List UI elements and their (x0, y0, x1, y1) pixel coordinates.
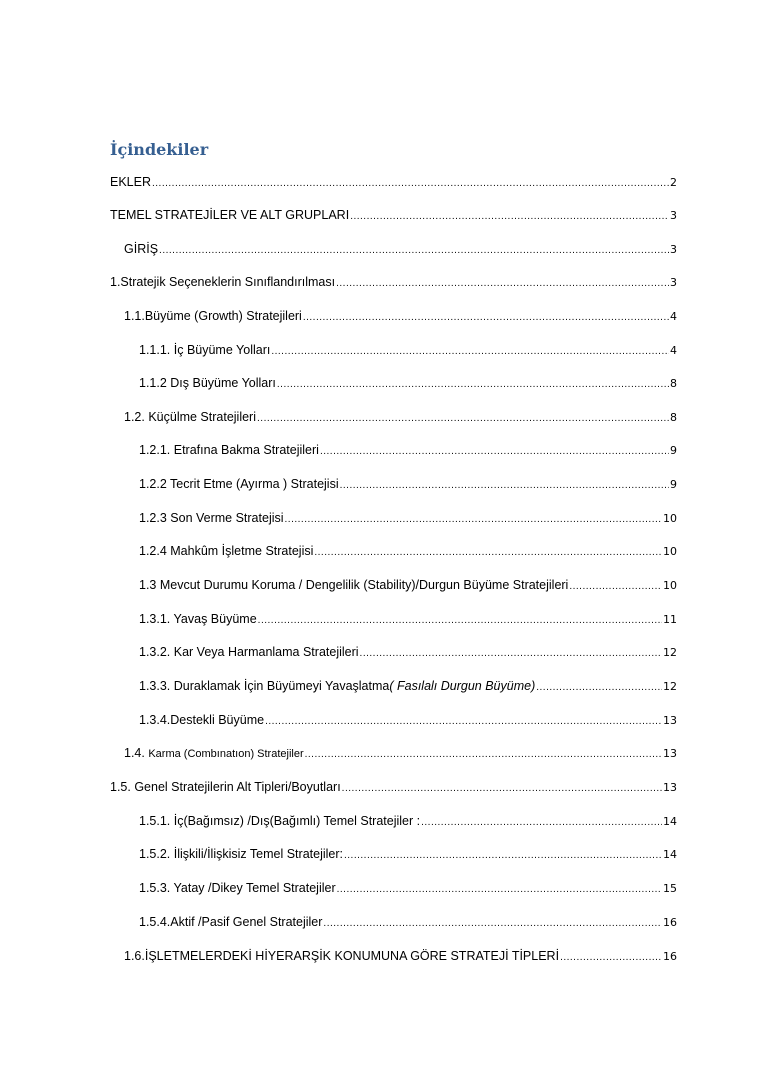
toc-entry-label-number: 1.4. (124, 746, 145, 760)
toc-entry-1-5-4[interactable] (139, 914, 677, 930)
toc-entry-1-3-1[interactable] (139, 611, 677, 627)
toc-entry-label: 1.1.Büyüme (Growth) Stratejileri (124, 309, 302, 323)
dot-leader (320, 446, 669, 458)
dot-leader (421, 817, 662, 829)
toc-entry-label: 1.6.İŞLETMELERDEKİ HİYERARŞİK KONUMUNA GÖRE STRATEJİ TİPLERİ (124, 949, 560, 963)
dot-leader (350, 211, 669, 223)
toc-entry-1-1-2[interactable] (139, 375, 677, 391)
toc-entry-page: 4 (670, 310, 677, 323)
toc-entry-1-5-1[interactable] (139, 813, 677, 829)
dot-leader (159, 245, 669, 257)
toc-entry-1-4[interactable] (124, 745, 677, 761)
toc-entry-label: 1.5. Genel Stratejilerin Alt Tipleri/Boyutları (110, 780, 341, 794)
toc-entry-page: 10 (663, 579, 677, 592)
toc-entry-page: 3 (670, 276, 677, 289)
toc-entry-page: 2 (670, 176, 677, 189)
toc-entry-label: 1.2.4 Mahkûm İşletme Stratejisi (139, 544, 314, 558)
toc-entry-1-5-2[interactable] (139, 846, 677, 862)
toc-entry-label: 1.5.2. İlişkili/İlişkisiz Temel Stratejiler: (139, 847, 343, 861)
toc-entry-1-2-1[interactable] (139, 442, 677, 458)
toc-entry-page: 12 (663, 646, 677, 659)
toc-entry-page: 13 (663, 781, 677, 794)
toc-entry-page: 9 (670, 478, 677, 491)
toc-entry-page: 15 (663, 882, 677, 895)
toc-entry-1-3-2[interactable] (139, 644, 677, 660)
toc-entry-1[interactable] (110, 274, 677, 290)
toc-entry-1-3-3[interactable] (139, 678, 677, 694)
dot-leader (536, 682, 662, 694)
toc-entry-label-main: 1.3.3. Duraklamak İçin Büyümeyi Yavaşlatma (139, 679, 390, 693)
toc-entry-label: TEMEL STRATEJİLER VE ALT GRUPLARI (110, 208, 350, 222)
dot-leader (340, 480, 669, 492)
toc-entry-label: 1.Stratejik Seçeneklerin Sınıflandırılması (110, 275, 336, 289)
toc-entry-label: 1.3 Mevcut Durumu Koruma / Dengelilik (Stability)/Durgun Büyüme Stratejileri (139, 578, 569, 592)
dot-leader (257, 413, 669, 425)
toc-entry-1-2-3[interactable] (139, 510, 677, 526)
toc-entry-page: 8 (670, 377, 677, 390)
toc-entry-1-1[interactable] (124, 308, 677, 324)
toc-entry-page: 4 (670, 344, 677, 357)
toc-entry-label-italic: ( Fasılalı Durgun Büyüme) (389, 679, 536, 693)
toc-entry-label: 1.2. Küçülme Stratejileri (124, 410, 257, 424)
toc-entry-page: 10 (663, 545, 677, 558)
toc-entry-page: 16 (663, 950, 677, 963)
toc-entry-page: 14 (663, 848, 677, 861)
toc-entry-label: 1.3.1. Yavaş Büyüme (139, 612, 257, 626)
dot-leader (323, 918, 662, 930)
dot-leader (336, 278, 669, 290)
toc-entry-page: 13 (663, 714, 677, 727)
toc-entry-page: 8 (670, 411, 677, 424)
toc-entry-1-2[interactable] (124, 409, 677, 425)
dot-leader (360, 648, 662, 660)
toc-entry-1-3[interactable] (139, 577, 677, 593)
toc-entry-label: 1.3.2. Kar Veya Harmanlama Stratejileri (139, 645, 359, 659)
toc-entry-1-3-4[interactable] (139, 712, 677, 728)
toc-entry-label: 1.2.2 Tecrit Etme (Ayırma ) Stratejisi (139, 477, 339, 491)
toc-entry-label (124, 745, 304, 762)
toc-entry-label: 1.5.4.Aktif /Pasif Genel Stratejiler (139, 915, 323, 929)
toc-entry-page: 10 (663, 512, 677, 525)
dot-leader (258, 615, 662, 627)
toc-entry-label (139, 678, 535, 694)
dot-leader (303, 312, 669, 324)
toc-entry-1-2-4[interactable] (139, 543, 677, 559)
toc-entry-1-5[interactable] (110, 779, 677, 795)
toc-entry-page: 3 (670, 243, 677, 256)
toc-entry-1-5-3[interactable] (139, 880, 677, 896)
dot-leader (305, 749, 662, 761)
toc-entry-page: 11 (663, 613, 677, 626)
toc-entry-temel-stratejiler[interactable] (110, 207, 677, 223)
toc-entry-1-2-2[interactable] (139, 476, 677, 492)
toc-entry-page: 12 (663, 680, 677, 693)
toc-entry-1-6[interactable] (124, 948, 677, 964)
toc-entry-page: 9 (670, 444, 677, 457)
dot-leader (344, 850, 662, 862)
toc-entry-label: 1.5.1. İç(Bağımsız) /Dış(Bağımlı) Temel Stratejiler : (139, 814, 421, 828)
dot-leader (265, 716, 662, 728)
dot-leader (342, 783, 662, 795)
toc-entry-label-small: Karma (Combınatıon) Stratejiler (148, 748, 304, 760)
dot-leader (569, 581, 662, 593)
dot-leader (285, 514, 662, 526)
toc-entry-label: 1.3.4.Destekli Büyüme (139, 713, 265, 727)
toc-entry-1-1-1[interactable] (139, 342, 677, 358)
toc-entry-label: 1.2.3 Son Verme Stratejisi (139, 511, 284, 525)
toc-entry-page: 16 (663, 916, 677, 929)
dot-leader (337, 884, 662, 896)
dot-leader (277, 379, 669, 391)
toc-entry-ekler[interactable] (110, 174, 677, 190)
toc-entry-label: 1.1.2 Dış Büyüme Yolları (139, 376, 276, 390)
toc-entry-label: 1.5.3. Yatay /Dikey Temel Stratejiler (139, 881, 336, 895)
toc-title: İçindekiler (110, 140, 209, 159)
dot-leader (560, 952, 662, 964)
toc-entry-label: 1.2.1. Etrafına Bakma Stratejileri (139, 443, 319, 457)
toc-entry-label: GİRİŞ (124, 242, 159, 256)
toc-entry-label: 1.1.1. İç Büyüme Yolları (139, 343, 271, 357)
dot-leader (271, 346, 669, 358)
dot-leader (152, 178, 669, 190)
toc-entry-page: 14 (663, 815, 677, 828)
toc-entry-label: EKLER (110, 175, 151, 189)
dot-leader (314, 547, 662, 559)
toc-entry-page: 13 (663, 747, 677, 760)
toc-entry-page: 3 (670, 209, 677, 222)
toc-entry-giris[interactable] (124, 241, 677, 257)
